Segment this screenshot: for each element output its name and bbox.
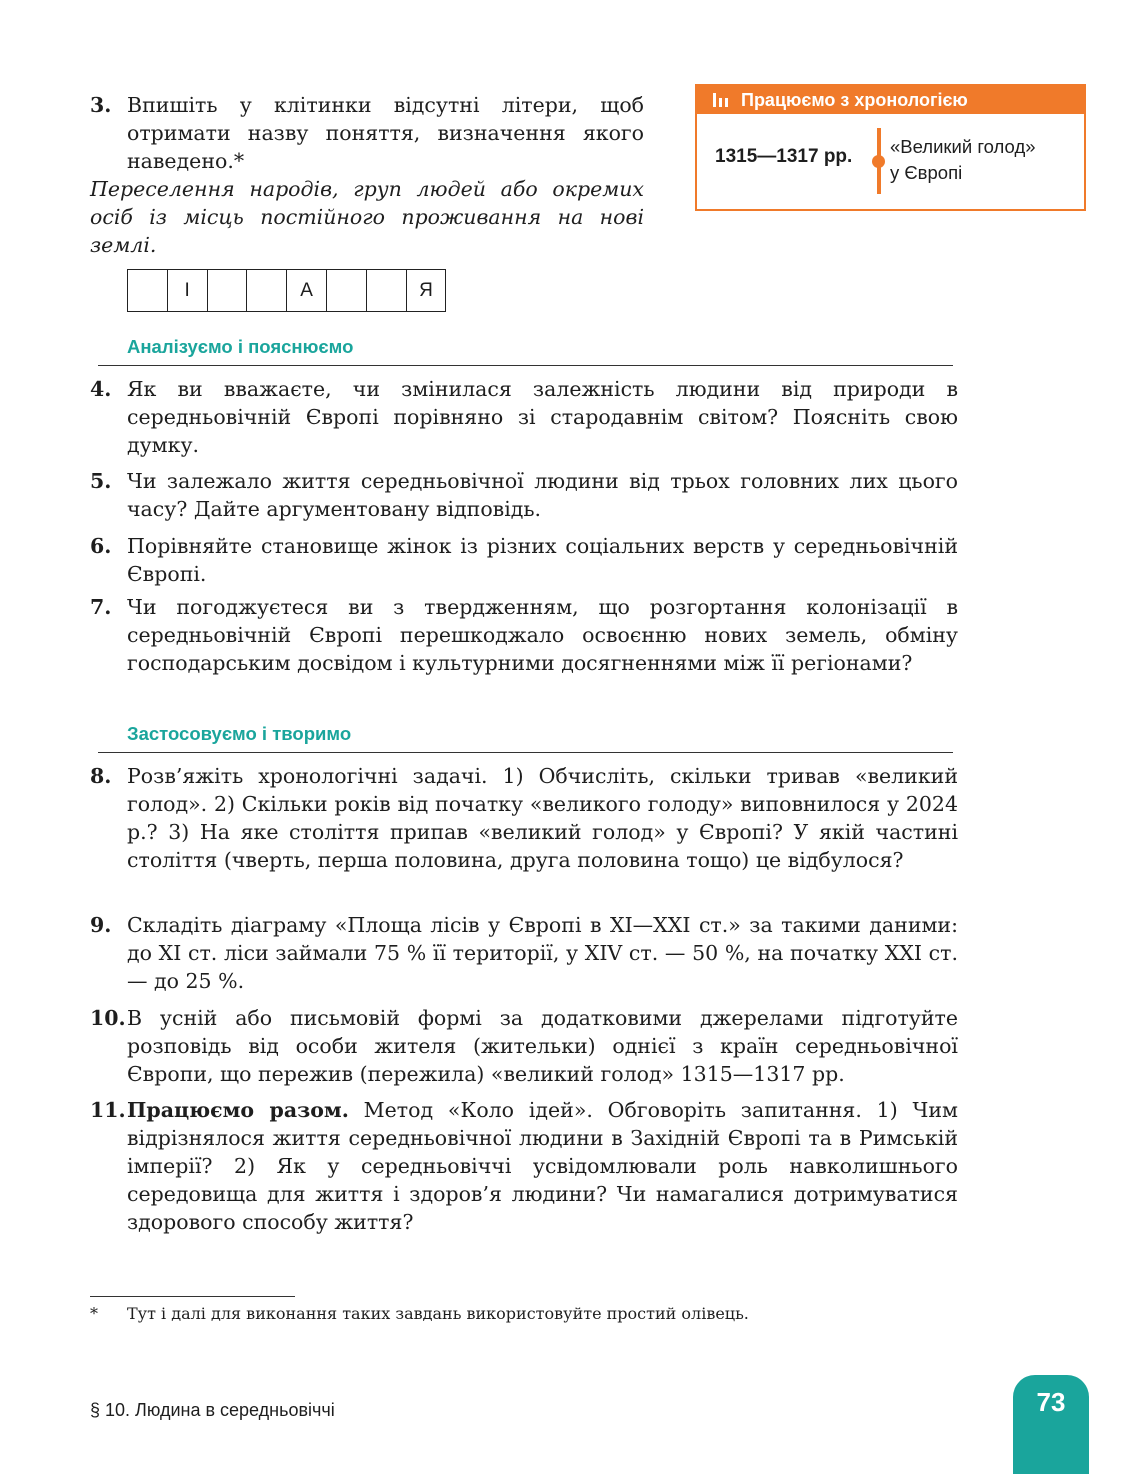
task-number: 6. [90, 534, 112, 558]
chronology-title: Працюємо з хронологією [741, 90, 968, 110]
letter-cell[interactable] [247, 270, 287, 311]
task-7 [90, 593, 958, 677]
footnote-divider [90, 1296, 295, 1297]
task-text: В усній або письмовій формі за додатковими джерелами підготуйте розповідь від особи жителя (жительки) однієї з країн середньовічної Європи, що пережив (пережила) «великий голод» 1315—1317 рр. [127, 1006, 958, 1086]
task-3 [90, 91, 644, 259]
task-text: Чи залежало життя середньовічної людини від трьох головних лих цього часу? Дайте аргументовану відповідь. [127, 469, 958, 521]
task-number: 8. [90, 764, 112, 788]
task-text: Метод «Коло ідей». Обговоріть запитання. 1) Чим відрізнялося життя середньовічної людини в Західній Європі та в Римській імперії? 2) Як у середньовіччі усвідомлювали роль навколишнього середовища для життя і здоров’я людини? Чи намагалися дотримуватися здорового способу життя? [127, 1098, 958, 1234]
letter-cell[interactable]: І [168, 270, 208, 311]
letter-cell[interactable] [208, 270, 248, 311]
section-heading-analyze: Аналізуємо і пояснюємо [127, 336, 354, 357]
letter-grid [127, 269, 446, 312]
letter-cell[interactable] [327, 270, 367, 311]
divider [98, 752, 953, 753]
event-line-2: у Європі [890, 162, 963, 183]
task-number: 9. [90, 913, 112, 937]
footnote-text: Тут і далі для виконання таких завдань використовуйте простий олівець. [127, 1304, 749, 1323]
divider [98, 365, 953, 366]
letter-cell[interactable]: Я [407, 270, 447, 311]
task-8 [90, 762, 958, 874]
task-9 [90, 911, 958, 995]
task-5 [90, 467, 958, 523]
task-4 [90, 375, 958, 459]
running-footer: § 10. Людина в середньовіччі [90, 1400, 335, 1420]
event-line-1: «Великий голод» [890, 136, 1036, 157]
task-6 [90, 532, 958, 588]
footnote [90, 1302, 810, 1326]
task-number: 7. [90, 595, 112, 619]
page-tab [1013, 1375, 1089, 1474]
letter-cell[interactable] [128, 270, 168, 311]
timeline-dot [872, 155, 885, 168]
section-heading-apply: Застосовуємо і творимо [127, 723, 352, 744]
page-number: 73 [1036, 1387, 1066, 1417]
chronology-event [890, 134, 1036, 186]
task-text: Чи погоджуєтеся ви з твердженням, що розгортання колонізації в середньовічній Європі перешкоджало освоєнню нових земель, обміну господарським досвідом і культурними досягненнями між її регіонами? [127, 595, 958, 675]
task-text: Впишіть у клітинки відсутні літери, щоб отримати назву поняття, визначення якого наведено.* [127, 93, 644, 173]
task-bold-lead: Працюємо разом. [127, 1098, 349, 1122]
bars-icon [713, 93, 731, 107]
task-11 [90, 1096, 958, 1236]
letter-cell[interactable]: А [287, 270, 327, 311]
task-number: 10. [90, 1006, 126, 1030]
task-number: 4. [90, 377, 112, 401]
task-text: Порівняйте становище жінок із різних соціальних верств у середньовічній Європі. [127, 534, 958, 586]
letter-cell[interactable] [367, 270, 407, 311]
task-definition: Переселення народів, груп людей або окремих осіб із місць постійного проживання на нові землі. [90, 177, 644, 257]
chronology-date: 1315—1317 рр. [715, 146, 853, 167]
task-number: 3. [90, 93, 112, 117]
task-number: 5. [90, 469, 112, 493]
task-number: 11. [90, 1098, 126, 1122]
chronology-box [695, 84, 1086, 211]
task-text: Як ви вважаєте, чи змінилася залежність людини від природи в середньовічній Європі порівняно зі стародавнім світом? Поясніть свою думку. [127, 377, 958, 457]
chronology-header [697, 86, 1084, 114]
footnote-mark: * [90, 1304, 98, 1323]
task-10 [90, 1004, 958, 1088]
task-text: Розв’яжіть хронологічні задачі. 1) Обчисліть, скільки тривав «великий голод». 2) Скільки років від початку «великого голоду» виповнилося у 2024 р.? 3) На яке століття припав «великий голод» у Європі? У якій частині століття (чверть, перша половина, друга половина тощо) це відбулося? [127, 764, 958, 872]
task-text: Складіть діаграму «Площа лісів у Європі в XI—XXI ст.» за такими даними: до XI ст. ліси займали 75 % її території, у XIV ст. — 50 %, на початку XXI ст. — до 25 %. [127, 913, 958, 993]
